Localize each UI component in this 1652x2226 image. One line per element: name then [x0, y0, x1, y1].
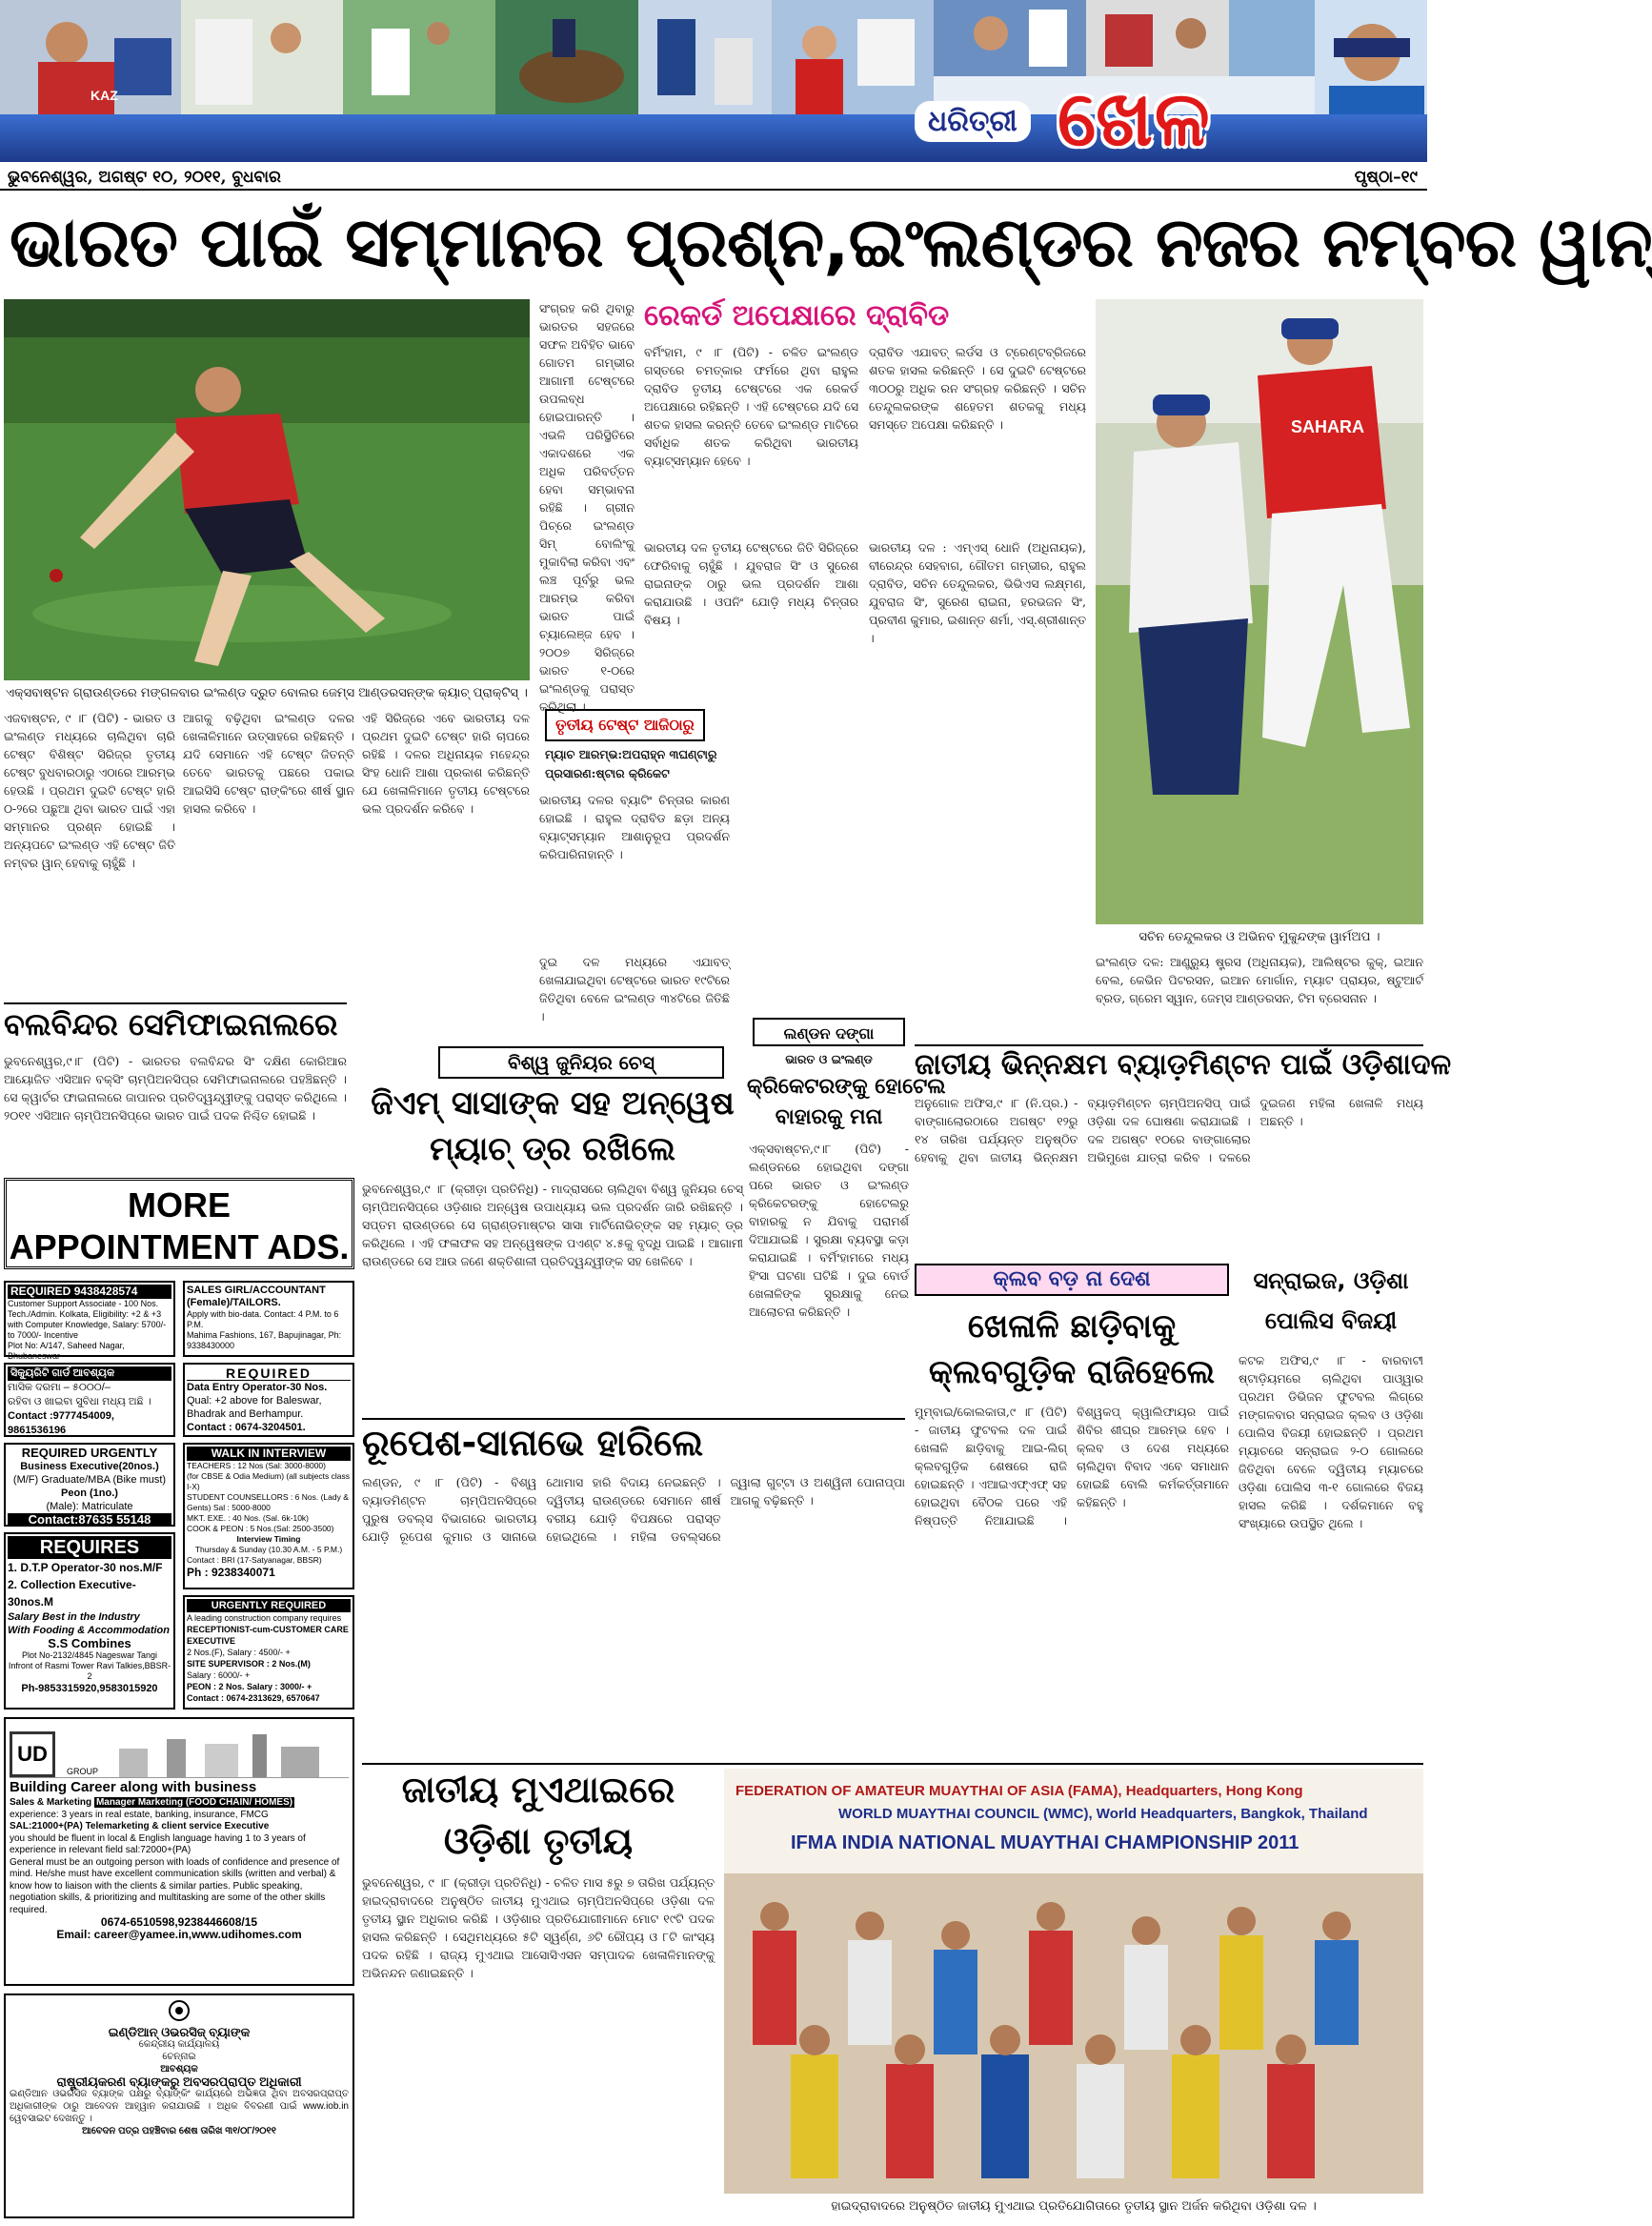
lead-body-5: ଭାରତୀୟ ଦଳର ବ୍ୟାଟିଂ ଚିନ୍ତାର କାରଣ ହୋଇଛି । ରାହୁଲ ଦ୍ରାବିଡ ଛଡ଼ା ଅନ୍ୟ ବ୍ୟାଟ୍ସମ୍ୟାନ ଆଶାନୁରୂପ ପ୍ରଦର୍ଶନ କରିପାରିନାହାନ୍ତି । [539, 793, 730, 861]
bank-line-5: ରାଷ୍ଟ୍ରୀୟକରଣ ବ୍ୟାଙ୍କରୁ ଅବସରପ୍ରାପ୍ତ ଅଧିକାରୀ [56, 2074, 302, 2089]
ad4-line-2: Qual: +2 above for Baleswar, Bhadrak and Berhampur. [187, 1395, 322, 1420]
balbinder-body: ଭୁବନେଶ୍ୱର,୯।୮ (ପିଟି) - ଭାରତର ବଲବିନ୍ଦର ସିଂ ଦକ୍ଷିଣ କୋରିଆର ଆୟୋଜିତ ଏସିଆନ ବକ୍ସିଂ ଚାମ୍ପିଅନସିପ୍‌ର ସେମିଫାଇନାଲରେ ପହଞ୍ଚିଛନ୍ତି । ସେ କ୍ୱାର୍ଟର ଫାଇନାଲରେ ଜାପାନର ପ୍ରତିଦ୍ୱନ୍ଦ୍ୱୀଙ୍କୁ ପରାସ୍ତ କରିଥିଲେ । ୨୦୧୧ ଏସିଆନ ଚାମ୍ପିଅନସିପ୍‌ରେ ଭାରତ ପାଇଁ ପଦକ ନିଶ୍ଚିତ ହୋଇଛି । [4, 1054, 347, 1123]
london-title-2: ବାହାରକୁ ମନା [775, 1105, 883, 1129]
ud-line-6: General must be an outgoing person with loads of confidence and presence of mind. He/she must have excellent communication skills (written and verbal) & know how to liaison with the clients & similar parties. Public speaking, negotiation skills, & prioritizing and multitasking are some of the other skills required. [10, 1856, 340, 1915]
rule-badminton [915, 1044, 1423, 1046]
rule-muaythai [362, 1763, 1423, 1765]
ad1-title: REQUIRED [10, 1285, 71, 1298]
ad-ud-group [4, 1717, 354, 1986]
chess-body: ଭୁବନେଶ୍ୱର,୯ ।୮ (କ୍ରୀଡ଼ା ପ୍ରତିନିଧି) - ମାଦ୍ରାସରେ ଚାଲିଥିବା ବିଶ୍ୱ ଜୁନିୟର ଚେସ୍ ଚାମ୍ପିଅନସିପ୍‌ରେ ଓଡ଼ିଶାର ଅନ୍ୱେଷ ଉପାଧ୍ୟାୟ ଭଲ ପ୍ରଦର୍ଶନ ଜାରି ରଖିଛନ୍ତି । ସପ୍ତମ ରାଉଣ୍ଡରେ ସେ ଗ୍ରାଣ୍ଡମାଷ୍ଟର ସାସା ମାର୍ଟିନୋଭିଚ୍‌ଙ୍କ ସହ ମ୍ୟାଚ୍ ଡ୍ର କରିଥିଲେ । ଏହି ଫଳାଫଳ ସହ ଅନ୍ୱେଷଙ୍କ ପଏଣ୍ଟ ୪.୫କୁ ବୃଦ୍ଧି ପାଇଛି । ଆଗାମୀ ରାଉଣ୍ଡରେ ସେ ଆଉ ଜଣେ ଶକ୍ତିଶାଳୀ ପ୍ରତିଦ୍ୱନ୍ଦ୍ୱୀଙ୍କ ସହ ଖେଳିବେ । [362, 1182, 743, 1268]
muaythai-title-2: ଓଡ଼ିଶା ତୃତୀୟ [443, 1820, 634, 1862]
ad-requires-dtp [4, 1532, 175, 1710]
club-kicker: କ୍ଲବ ବଡ଼ ନା ଦେଶ [915, 1264, 1229, 1296]
ad5-line-5: Contact:87635 55148 [8, 1513, 171, 1527]
ad5-line-1: Business Executive(20nos.) [20, 1461, 159, 1472]
ud-line-4: SAL:21000+(PA) Telemarketing & client service Executive [10, 1821, 270, 1831]
ud-logo: UD [10, 1731, 55, 1777]
ad7-line-2: 2. Collection Executive-30nos.M [8, 1578, 136, 1609]
chess-title-1: ଜିଏମ୍ ସାସାଙ୍କ ସହ ଅନ୍ୱେଷ [371, 1084, 735, 1123]
dravid-body-2: ଦ୍ରାବିଡ ଏଯାବତ୍ ଲର୍ଡସ ଓ ଟ୍ରେଣ୍ଟବ୍ରିଜରେ ଶତକ ହାସଲ କରିଛନ୍ତି । ସେ ଦୁଇଟି ଟେଷ୍ଟରେ ୩୦୦ରୁ ଅଧିକ ରନ ସଂଗ୍ରହ କରିଛନ୍ତି । ସଚିନ ତେନ୍ଦୁଲକରଙ୍କ ଶହେତମ ଶତକକୁ ମଧ୍ୟ ସମସ୍ତେ ଅପେକ୍ଷା କରିଛନ୍ତି । [869, 345, 1086, 432]
more-ads-line-2: APPOINTMENT ADS. [9, 1227, 350, 1266]
muaythai-body: ଭୁବନେଶ୍ୱର, ୯ ।୮ (କ୍ରୀଡ଼ା ପ୍ରତିନିଧି) - ଚଳିତ ମାସ ୫ରୁ ୭ ତାରିଖ ପର୍ଯ୍ୟନ୍ତ ହାଇଦ୍ରାବାଦରେ ଅନୁଷ୍ଠିତ ଜାତୀୟ ମୁଏଥାଇ ଚାମ୍ପିଅନସିପ୍‌ରେ ଓଡ଼ିଶା ଦଳ ତୃତୀୟ ସ୍ଥାନ ଅଧିକାର କରିଛି । ଓଡ଼ିଶାର ପ୍ରତିଯୋଗୀମାନେ ମୋଟ ୧୯ଟି ପଦକ ହାସଲ କରିଛନ୍ତି । ସେଥିମଧ୍ୟରେ ୫ଟି ସ୍ୱର୍ଣ୍ଣ, ୬ଟି ରୌପ୍ୟ ଓ ୮ଟି କାଂସ୍ୟ ପଦକ ରହିଛି । ରାଜ୍ୟ ମୁଏଥାଇ ଆସୋସିଏସନ ସମ୍ପାଦକ ଖେଳାଳିମାନଙ୍କୁ ଅଭିନନ୍ଦନ ଜଣାଇଛନ୍ତି । [362, 1875, 715, 1980]
ad6-line-5: COOK & PEON : 5 Nos.(Sal: 2500-3500) [187, 1524, 334, 1533]
ud-line-2: Sales & Marketing [10, 1797, 92, 1808]
brand-big: ଖେଳ [1058, 74, 1212, 163]
ad-urgently-required [183, 1595, 354, 1710]
bank-logo-icon [165, 1999, 193, 2022]
lead-body-6: ଦୁଇ ଦଳ ମଧ୍ୟରେ ଏଯାବତ୍ ଖେଳାଯାଇଥିବା ଟେଷ୍ଟରେ ଭାରତ ୧୯ଟିରେ ଜିତିଥିବା ବେଳେ ଇଂଲଣ୍ଡ ୩୪ଟିରେ ଜିତିଛି । [539, 955, 730, 1023]
muaythai-caption: ହାଇଦ୍ରାବାଦରେ ଅନୁଷ୍ଠିତ ଜାତୀୟ ମୁଏଥାଇ ପ୍ରତିଯୋଗିତାରେ ତୃତୀୟ ସ୍ଥାନ ଅର୍ଜନ କରିଥିବା ଓଡ଼ିଶା ଦଳ । [831, 2199, 1317, 2214]
ad-bank [4, 1993, 354, 2218]
england-team: ଇଂଲଣ୍ଡ ଦଳ: ଆଣ୍ଡ୍ର୍ୟୁ ଷ୍ଟ୍ରସ (ଅଧିନାୟକ), ଆଲିଷ୍ଟର କୁକ୍, ଇଆନ ବେଲ, କେଭିନ ପିଟରସନ, ଇଆନ ମୋର୍ଗାନ, ମ୍ୟାଟ ପ୍ରାୟର, ଷ୍ଟୁଆର୍ଟ ବ୍ରଡ, ଗ୍ରେମ ସ୍ୱାନ, ଜେମ୍ସ ଆଣ୍ଡରସନ, ଟିମ ବ୍ରେସନାନ । [1096, 955, 1423, 1005]
ad5-title: REQUIRED URGENTLY [21, 1446, 158, 1460]
third-test-broadcast: ପ୍ରସାରଣ:ଷ୍ଟାର କ୍ରିକେଟ [545, 766, 670, 780]
chess-kicker: ବିଶ୍ୱ ଜୁନିୟର ଚେସ୍ [438, 1046, 724, 1079]
main-headline: ଭାରତ ପାଇଁ ସମ୍ମାନର ପ୍ରଶ୍ନ,ଇଂଲଣ୍ଡର ନଜର ନମ୍ବର ୱାନ୍ [10, 202, 1652, 282]
balbinder-title: ବଲବିନ୍ଦର ସେମିଫାଇନାଲରେ [4, 1006, 338, 1042]
ad2-title: SALES GIRL/ACCOUNTANT (Female)/TAILORS. [187, 1285, 326, 1308]
ad3-line-1: ମାସିକ ଦରମା – ୫୦୦୦/– [8, 1382, 111, 1393]
ad6-line-7: Thursday & Sunday (10.30 A.M. - 5 P.M.) [194, 1545, 343, 1554]
ad-required-1 [4, 1281, 175, 1361]
ad4-title: REQUIRED [187, 1366, 351, 1381]
ad6-line-3: STUDENT COUNSELLORS : 6 Nos. (Lady & Gents) Sal : 5000-8000 [187, 1492, 349, 1512]
ad-required-urgently [4, 1443, 175, 1527]
ad6-line-6: Interview Timing [236, 1534, 301, 1544]
bank-line-4: ଆବଶ୍ୟକ [160, 2064, 198, 2074]
ad6-line-2: (for CBSE & Odia Medium) (all subjects class I-X) [187, 1471, 350, 1491]
ad6-title: WALK IN INTERVIEW [187, 1447, 351, 1461]
ad1-line-1: Customer Support Associate - 100 Nos. [8, 1299, 159, 1308]
ad3-title: ସିକ୍ୟୁରିଟି ଗାର୍ଡ ଆବଶ୍ୟକ [8, 1366, 171, 1381]
rupesh-body: ଲଣ୍ଡନ, ୯ ।୮ (ପିଟି) - ବିଶ୍ୱ ବ୍ୟାଡମିଣ୍ଟନ ଚାମ୍ପିଅନସିପ୍‌ରେ ପୁରୁଷ ଡବଲ୍‌ସ ବିଭାଗରେ ଭାରତୀୟ ଯୋଡ଼ି ରୂପେଶ କୁମାର ଓ ସାନାଭେ ଥୋମାସ ହାରି ବିଦାୟ ନେଇଛନ୍ତି । ଦ୍ୱିତୀୟ ରାଉଣ୍ଡରେ ସେମାନେ ଶୀର୍ଷ ବରୀୟ ଯୋଡ଼ି ବିପକ୍ଷରେ ପରାସ୍ତ ହୋଇଥିଲେ । ମହିଳା ଡବଲ୍‌ସରେ ଜ୍ୱାଲା ଗୁଟ୍ଟା ଓ ଅଶ୍ୱିନୀ ପୋନାପ୍ପା ଆଗକୁ ବଢ଼ିଛନ୍ତି । [362, 1475, 905, 1544]
right-photo [1096, 299, 1423, 924]
lead-body-2: ଏହି ସିରିଜ୍‌ରେ ଏବେ ଭାରତୀୟ ଦଳ ପ୍ରଥମ ଦୁଇଟି ଟେଷ୍ଟ ହାରି ଚାପରେ ରହିଛି । ଦଳର ଅଧିନାୟକ ମହେନ୍ଦ୍ର ସିଂହ ଧୋନି ଆଶା ପ୍ରକାଶ କରିଛନ୍ତି ଯେ ଖେଳାଳିମାନେ ତୃତୀୟ ଟେଷ୍ଟରେ ଭଲ ପ୍ରଦର୍ଶନ କରିବେ । [362, 711, 530, 816]
club-title-1: ଖେଳାଳି ଛାଡ଼ିବାକୁ [967, 1307, 1177, 1346]
ad7-line-7: Infront of Rasmi Tower Ravi Talkies,BBSR-2 [8, 1661, 171, 1681]
ad7-title: REQUIRES [8, 1536, 171, 1559]
sunrise-body: କଟକ ଅଫିସ,୯ ।୮ - ବାରବାଟୀ ଷ୍ଟାଡ଼ିୟମରେ ଚାଲିଥିବା ପାଓ୍ୱାର ପ୍ରଥମ ଡିଭିଜନ ଫୁଟବଲ ଲିଗ୍‌ରେ ମଙ୍ଗଳବାର ସନ୍‌ରାଇଜ କ୍ଲବ ଓ ଓଡ଼ିଶା ପୋଲିସ ବିଜୟୀ ହୋଇଛନ୍ତି । ପ୍ରଥମ ମ୍ୟାଚରେ ସନ୍‌ରାଇଜ ୨-୦ ଗୋଲରେ ଜିତିଥିବା ବେଳେ ଦ୍ୱିତୀୟ ମ୍ୟାଚରେ ଓଡ଼ିଶା ପୋଲିସ ୩-୧ ଗୋଲରେ ବିଜୟ ହାସଲ କରିଛି । ଦର୍ଶକମାନେ ବହୁ ସଂଖ୍ୟାରେ ଉପସ୍ଥିତ ଥିଲେ । [1239, 1353, 1423, 1530]
london-kicker: ଲଣ୍ଡନ ଦଙ୍ଗା [753, 1018, 905, 1046]
lead-body-4: ଆଗକୁ ବଢ଼ିଥିବା ଇଂଲଣ୍ଡ ଦଳର ଖେଳାଳିମାନେ ଉତ୍ସାହରେ ରହିଛନ୍ତି । ଯଦି ସେମାନେ ଏହି ଟେଷ୍ଟ ଜିତନ୍ତି ତେବେ ଭାରତକୁ ପଛରେ ପକାଇ ଆଇସିସି ଟେଷ୍ଟ ରାଙ୍କିଂରେ ଶୀର୍ଷ ସ୍ଥାନ ହାସଲ କରିବେ । [183, 711, 354, 816]
third-test-time: ମ୍ୟାଚ ଆରମ୍ଭ:ଅପରାହ୍ନ ୩ଘଣ୍ଟାରୁ [545, 747, 717, 761]
muaythai-photo [724, 1769, 1423, 2194]
ad1-line-2: Tech./Admin. Kolkata, Eligibility: +2 & +3 with Computer Knowledge, Salary: 5700/- to 7000/- Incentive [8, 1309, 167, 1340]
ad-sales-girl [183, 1281, 354, 1357]
ud-line-5: you should be fluent in local & English language having 1 to 3 years of experience in relevant field sal:72000+(PA) [10, 1832, 306, 1855]
lead-body-3: ଏଜବାଷ୍ଟନ, ୯ ।୮ (ପିଟି) - ଭାରତ ଓ ଇଂଲଣ୍ଡ ମଧ୍ୟରେ ଚାଲିଥିବା ଚାରି ଟେଷ୍ଟ ବିଶିଷ୍ଟ ସିରିଜ୍‌ର ତୃତୀୟ ଟେଷ୍ଟ ବୁଧବାରଠାରୁ ଏଠାରେ ଆରମ୍ଭ ହେଉଛି । ପ୍ରଥମ ଦୁଇଟି ଟେଷ୍ଟ ହାରି ୦-୨ରେ ପଛୁଆ ଥିବା ଭାରତ ପାଇଁ ଏହା ସମ୍ମାନର ପ୍ରଶ୍ନ ହୋଇଛି । ଅନ୍ୟପଟେ ଇଂଲଣ୍ଡ ଏହି ଟେଷ୍ଟ ଜିତି ନମ୍ବର ୱାନ୍ ହେବାକୁ ଚାହୁଁଛି । [4, 711, 175, 870]
ad-walk-in [183, 1443, 354, 1589]
dravid-body-3: ଭାରତୀୟ ଦଳ ତୃତୀୟ ଟେଷ୍ଟରେ ଜିତି ସିରିଜ୍‌ରେ ଫେରିବାକୁ ଚାହୁଁଛି । ଯୁବରାଜ ସିଂ ଓ ସୁରେଶ ରାଇନାଙ୍କ ଠାରୁ ଭଲ ପ୍ରଦର୍ଶନ ଆଶା କରାଯାଉଛି । ଓପନିଂ ଯୋଡ଼ି ମଧ୍ୟ ଚିନ୍ତାର ବିଷୟ । [644, 540, 858, 627]
banner-line-3: IFMA INDIA NATIONAL MUAYTHAI CHAMPIONSHIP 2011 [791, 1832, 1299, 1853]
ad5-line-3: Peon (1no.) [61, 1487, 118, 1499]
london-sub: ଭାରତ ଓ ଇଂଲଣ୍ଡ [785, 1052, 873, 1066]
ud-group-label: GROUP [67, 1766, 99, 1776]
dateline-date: ଭୁବନେଶ୍ୱର, ଅଗଷ୍ଟ ୧୦, ୨୦୧୧, ବୁଧବାର [8, 168, 281, 187]
bank-line-6: ଇଣ୍ଡିଆନ ଓଭରସିଜ ବ୍ୟାଙ୍କ ପକ୍ଷରୁ ବ୍ୟାଙ୍କିଂ କାର୍ଯ୍ୟରେ ଅଭିଜ୍ଞତା ଥିବା ଅବସରପ୍ରାପ୍ତ ଅଧିକାରୀଙ୍କ ଠାରୁ ଆବେଦନ ଆହ୍ୱାନ କରାଯାଉଛି । ଅଧିକ ବିବରଣୀ ପାଇଁ www.iob.in ୱେବସାଇଟ ଦେଖନ୍ତୁ । [10, 2089, 349, 2124]
more-ads-line-1: MORE [128, 1185, 231, 1224]
ad7-line-4: With Fooding & Accommodation [8, 1625, 170, 1636]
lead-body-1: ସଂଗ୍ରହ କରି ଥିବାରୁ ଭାରତର ସହଜରେ ସଫଳ ଅବିହିତ ଭାବେ ଗୋତମ ଗମ୍ଭୀର ଆଗାମୀ ଟେଷ୍ଟରେ ଉପଲବ୍ଧ ହୋଇପାରନ୍ତି । ଏଭଳି ପରିସ୍ଥିତିରେ ଏକାଦଶରେ ଏକ ଅଧିକ ପରିବର୍ତ୍ତନ ହେବା ସମ୍ଭାବନା ରହିଛି । ଗ୍ରୀନ ପିଚ୍‌ରେ ଇଂଲଣ୍ଡ ସିମ୍ ବୋଲିଂକୁ ମୁକାବିଲା କରିବା ଏବଂ ଲଞ୍ଚ ପୂର୍ବରୁ ଭଲ ଆରମ୍ଭ କରିବା ଭାରତ ପାଇଁ ଚ୍ୟାଲେଞ୍ଜ ହେବ । ୨୦୦୭ ସିରିଜ୍‌ରେ ଭାରତ ୧-୦ରେ ଇଂଲଣ୍ଡକୁ ପରାସ୍ତ କରିଥିଲା । [539, 301, 635, 714]
club-title-2: କ୍ଲବଗୁଡ଼ିକ ରାଜିହେଲେ [928, 1353, 1216, 1391]
ad1-line-3: Plot No: A/147, Saheed Nagar, Bhubaneswar [8, 1341, 125, 1361]
ad3-line-2: ରହିବା ଓ ଖାଇବା ସୁବିଧା ମଧ୍ୟ ଅଛି । [8, 1396, 151, 1407]
chess-title-2: ମ୍ୟାଚ୍ ଡ୍ର ରଖିଲେ [430, 1130, 675, 1168]
more-ads-box [4, 1178, 354, 1269]
ad5-line-2: (M/F) Graduate/MBA (Bike must) [12, 1474, 167, 1486]
ad8-line-3: 2 Nos.(F), Salary : 4500/- + [187, 1648, 291, 1657]
ad7-line-8: Ph-9853315920,9583015920 [21, 1683, 158, 1694]
banner-line-1: FEDERATION OF AMATEUR MUAYTHAI OF ASIA (FAMA), Headquarters, Hong Kong [735, 1783, 1303, 1799]
ad7-line-3: Salary Best in the Industry [8, 1611, 140, 1623]
ad4-line-1: Data Entry Operator-30 Nos. [187, 1382, 328, 1393]
muaythai-title-1: ଜାତୀୟ ମୁଏଥାଇରେ [401, 1769, 675, 1811]
ad6-line-8: Contact : BRI (17-Satyanagar, BBSR) [187, 1555, 322, 1565]
ad2-line-1: Apply with bio-data. Contact: 4 P.M. to 6 P.M. [187, 1309, 339, 1329]
ad8-line-2: RECEPTIONIST-cum-CUSTOMER CARE EXECUTIVE [187, 1625, 349, 1646]
badminton-title: ଜାତୀୟ ଭିନ୍ନକ୍ଷମ ବ୍ୟାଡ଼ମିଣ୍ଟନ ପାଇଁ ଓଡ଼ିଶାଦଳ [915, 1048, 1452, 1082]
ad4-line-3: Contact : 0674-3204501. [187, 1422, 306, 1433]
ad6-line-1: TEACHERS : 12 Nos (Sal: 3000-8000) [187, 1461, 326, 1470]
lead-photo [4, 299, 530, 680]
rule-rupesh [362, 1418, 905, 1420]
rupesh-title: ରୂପେଶ-ସାନାଭେ ହାରିଲେ [362, 1422, 704, 1464]
masthead-jersey-text: KAZ [91, 88, 118, 103]
ad6-line-9: Ph : 9238340071 [187, 1566, 275, 1579]
badminton-body: ଅନୁଗୋଳ ଅଫିସ,୯ ।୮ (ନି.ପ୍ର.) - ବାଙ୍ଗାଲୋରଠାରେ ଅଗଷ୍ଟ ୧୨ରୁ ୧୪ ତାରିଖ ପର୍ଯ୍ୟନ୍ତ ଅନୁଷ୍ଠିତ ହେବାକୁ ଥିବା ଜାତୀୟ ଭିନ୍ନକ୍ଷମ ବ୍ୟାଡ଼ମିଣ୍ଟନ ଚାମ୍ପିଅନସିପ୍ ପାଇଁ ଓଡ଼ିଶା ଦଳ ଘୋଷଣା କରାଯାଇଛି । ଦଳ ଅଗଷ୍ଟ ୧୦ରେ ବାଙ୍ଗାଲୋର ଅଭିମୁଖେ ଯାତ୍ରା କରିବ । ଦଳରେ ଦୁଇଜଣ ମହିଳା ଖେଳାଳି ମଧ୍ୟ ଅଛନ୍ତି । [915, 1096, 1423, 1164]
ud-buildings-icon [110, 1730, 338, 1777]
ad8-line-7: Contact : 0674-2313629, 6570647 [187, 1693, 320, 1703]
ad-security-guard [4, 1363, 175, 1437]
masthead [0, 0, 1427, 162]
dravid-title: ରେକର୍ଡ ଅପେକ୍ଷାରେ ଦ୍ରାବିଡ [644, 299, 950, 333]
ad1-phone: 9438428574 [73, 1285, 138, 1298]
ad6-line-4: MKT. EXE. : 40 Nos. (Sal. 6k-10k) [187, 1513, 310, 1523]
brand-small: ଧରିତ୍ରୀ [915, 101, 1031, 142]
ud-line-2b: Manager Marketing (FOOD CHAIN/ HOMES) [95, 1797, 293, 1808]
masthead-brand [915, 74, 1315, 163]
right-photo-sponsor: SAHARA [1291, 417, 1365, 436]
ad2-line-2: Mahima Fashions, 167, Bapujinagar, Ph: 9338430000 [187, 1330, 342, 1350]
sunrise-title-2: ପୋଲିସ ବିଜୟୀ [1264, 1307, 1398, 1334]
dravid-body-4: ଭାରତୀୟ ଦଳ : ଏମ୍ଏସ୍ ଧୋନି (ଅଧିନାୟକ), ବୀରେନ୍ଦ୍ର ସେହବାଗ, ଗୌତମ ଗମ୍ଭୀର, ରାହୁଲ ଦ୍ରାବିଡ, ସଚିନ ତେନ୍ଦୁଲକର, ଭିଭିଏସ ଲକ୍ଷ୍ମଣ, ଯୁବରାଜ ସିଂ, ସୁରେଶ ରାଇନା, ହରଭଜନ ସିଂ, ପ୍ରବୀଣ କୁମାର, ଇଶାନ୍ତ ଶର୍ମା, ଏସ୍.ଶ୍ରୀଶାନ୍ତ । [869, 540, 1086, 645]
banner-line-2: WORLD MUAYTHAI COUNCIL (WMC), World Headquarters, Bangkok, Thailand [838, 1806, 1368, 1822]
ad8-line-4: SITE SUPERVISOR : 2 Nos.(M) [187, 1659, 311, 1669]
dateline [0, 166, 1427, 191]
rule-balbinder [4, 1002, 347, 1004]
dravid-body-1: ବର୍ମିଂହାମ, ୯ ।୮ (ପିଟି) - ଚଳିତ ଇଂଲଣ୍ଡ ଗସ୍ତରେ ଚମତ୍କାର ଫର୍ମରେ ଥିବା ରାହୁଲ ଦ୍ରାବିଡ ତୃତୀୟ ଟେଷ୍ଟରେ ଏକ ରେକର୍ଡ ଅପେକ୍ଷାରେ ରହିଛନ୍ତି । ଏହି ଟେଷ୍ଟରେ ଯଦି ସେ ଶତକ ହାସଲ କରନ୍ତି ତେବେ ଇଂଲଣ୍ଡ ମାଟିରେ ସର୍ବାଧିକ ଶତକ କରିଥିବା ଭାରତୀୟ ବ୍ୟାଟ୍ସମ୍ୟାନ ହେବେ । [644, 345, 858, 468]
ad7-line-6: Plot No-2132/4845 Nageswar Tangi [22, 1650, 157, 1660]
ud-line-8: Email: career@yamee.in,www.udihomes.com [56, 1927, 302, 1941]
bank-line-3: ଚେନ୍ନାଇ [162, 2052, 196, 2062]
bank-line-7: ଆବେଦନ ପତ୍ର ପହଞ୍ଚିବାର ଶେଷ ତାରିଖ ୩୧/୦୮/୨୦୧୧ [82, 2126, 276, 2136]
ad8-line-6: PEON : 2 Nos. Salary : 3000/- + [187, 1682, 312, 1691]
ad8-line-1: A leading construction company requires [187, 1613, 342, 1623]
ud-line-7: 0674-6510598,9238446608/15 [100, 1915, 258, 1929]
page-number: ପୃଷ୍ଠା–୧୯ [1354, 168, 1418, 187]
third-test-box: ତୃତୀୟ ଟେଷ୍ଟ ଆଜିଠାରୁ [545, 709, 705, 741]
ud-line-3: experience: 3 years in real estate, banking, insurance, FMCG [10, 1809, 269, 1820]
bank-line-1: ଇଣ୍ଡିଆନ୍ ଓଭରସିଜ୍ ବ୍ୟାଙ୍କ [108, 2025, 251, 2039]
club-body: ମୁମ୍ବାଇ/କୋଲକାତା,୯ ।୮ (ପିଟି) - ଜାତୀୟ ଫୁଟବଲ ଦଳ ପାଇଁ ଖେଳାଳି ଛାଡ଼ିବାକୁ ଆଇ-ଲିଗ୍ କ୍ଲବଗୁଡ଼ିକ ଶେଷରେ ରାଜି ହୋଇଛନ୍ତି । ଏଆଇଏଫ୍ଏଫ୍ ସହ ହୋଇଥିବା ବୈଠକ ପରେ ଏହି ନିଷ୍ପତ୍ତି ନିଆଯାଇଛି । ବିଶ୍ୱକପ୍ କ୍ୱାଲିଫାୟର ପାଇଁ ଶିବିର ଶୀଘ୍ର ଆରମ୍ଭ ହେବ । କ୍ଲବ ଓ ଦେଶ ମଧ୍ୟରେ ଚାଲିଥିବା ବିବାଦ ଏବେ ସମାଧାନ ହୋଇଛି ବୋଲି କର୍ମକର୍ତ୍ତାମାନେ କହିଛନ୍ତି । [915, 1405, 1229, 1528]
ud-line-1: Building Career along with business [10, 1779, 257, 1795]
london-title-1: କ୍ରିକେଟରଙ୍କୁ ହୋଟେଲ [747, 1075, 946, 1099]
sunrise-title-1: ସନ୍‌ରାଇଜ, ଓଡ଼ିଶା [1253, 1267, 1409, 1294]
ad3-line-3: Contact :9777454009, 9861536196 [8, 1410, 114, 1436]
bank-line-2: କେନ୍ଦ୍ରୀୟ କାର୍ଯ୍ୟାଳୟ [138, 2039, 220, 2050]
ad7-line-5: S.S Combines [48, 1636, 131, 1650]
lead-photo-caption: ଏକ୍ସବାଷ୍ଟନ ଗ୍ରାଉଣ୍ଡରେ ମଙ୍ଗଳବାର ଇଂଲଣ୍ଡ ଦ୍ରୁତ ବୋଲର ଜେମ୍ସ ଆଣ୍ଡରସନ୍ଙ୍କ କ୍ୟାଚ୍ ପ୍ରାକ୍ଟିସ୍ । [6, 686, 528, 700]
right-photo-caption: ସଚିନ ତେନ୍ଦୁଲକର ଓ ଅଭିନବ ମୁକୁନ୍ଦଙ୍କ ୱାର୍ମଅପ । [1138, 930, 1380, 944]
ad5-line-4: (Male): Matriculate [46, 1501, 133, 1512]
ad-data-entry [183, 1363, 354, 1437]
ad7-line-1: 1. D.T.P Operator-30 nos.M/F [8, 1561, 163, 1574]
ad8-title: URGENTLY REQUIRED [187, 1599, 351, 1612]
london-body: ଏକ୍ସବାଷ୍ଟନ,୯।୮ (ପିଟି) - ଲଣ୍ଡନରେ ହୋଇଥିବା ଦଙ୍ଗା ପରେ ଭାରତ ଓ ଇଂଲଣ୍ଡ କ୍ରିକେଟରଙ୍କୁ ହୋଟେଲରୁ ବାହାରକୁ ନ ଯିବାକୁ ପରାମର୍ଶ ଦିଆଯାଇଛି । ସୁରକ୍ଷା ବ୍ୟବସ୍ଥା କଡ଼ା କରାଯାଇଛି । ବର୍ମିଂହାମରେ ମଧ୍ୟ ହିଂସା ଘଟଣା ଘଟିଛି । ଦୁଇ ବୋର୍ଡ ଖେଳାଳିଙ୍କ ସୁରକ୍ଷାକୁ ନେଇ ଆଲୋଚନା କରିଛନ୍ତି । [749, 1142, 909, 1319]
ad8-line-5: Salary : 6000/- + [187, 1670, 251, 1680]
